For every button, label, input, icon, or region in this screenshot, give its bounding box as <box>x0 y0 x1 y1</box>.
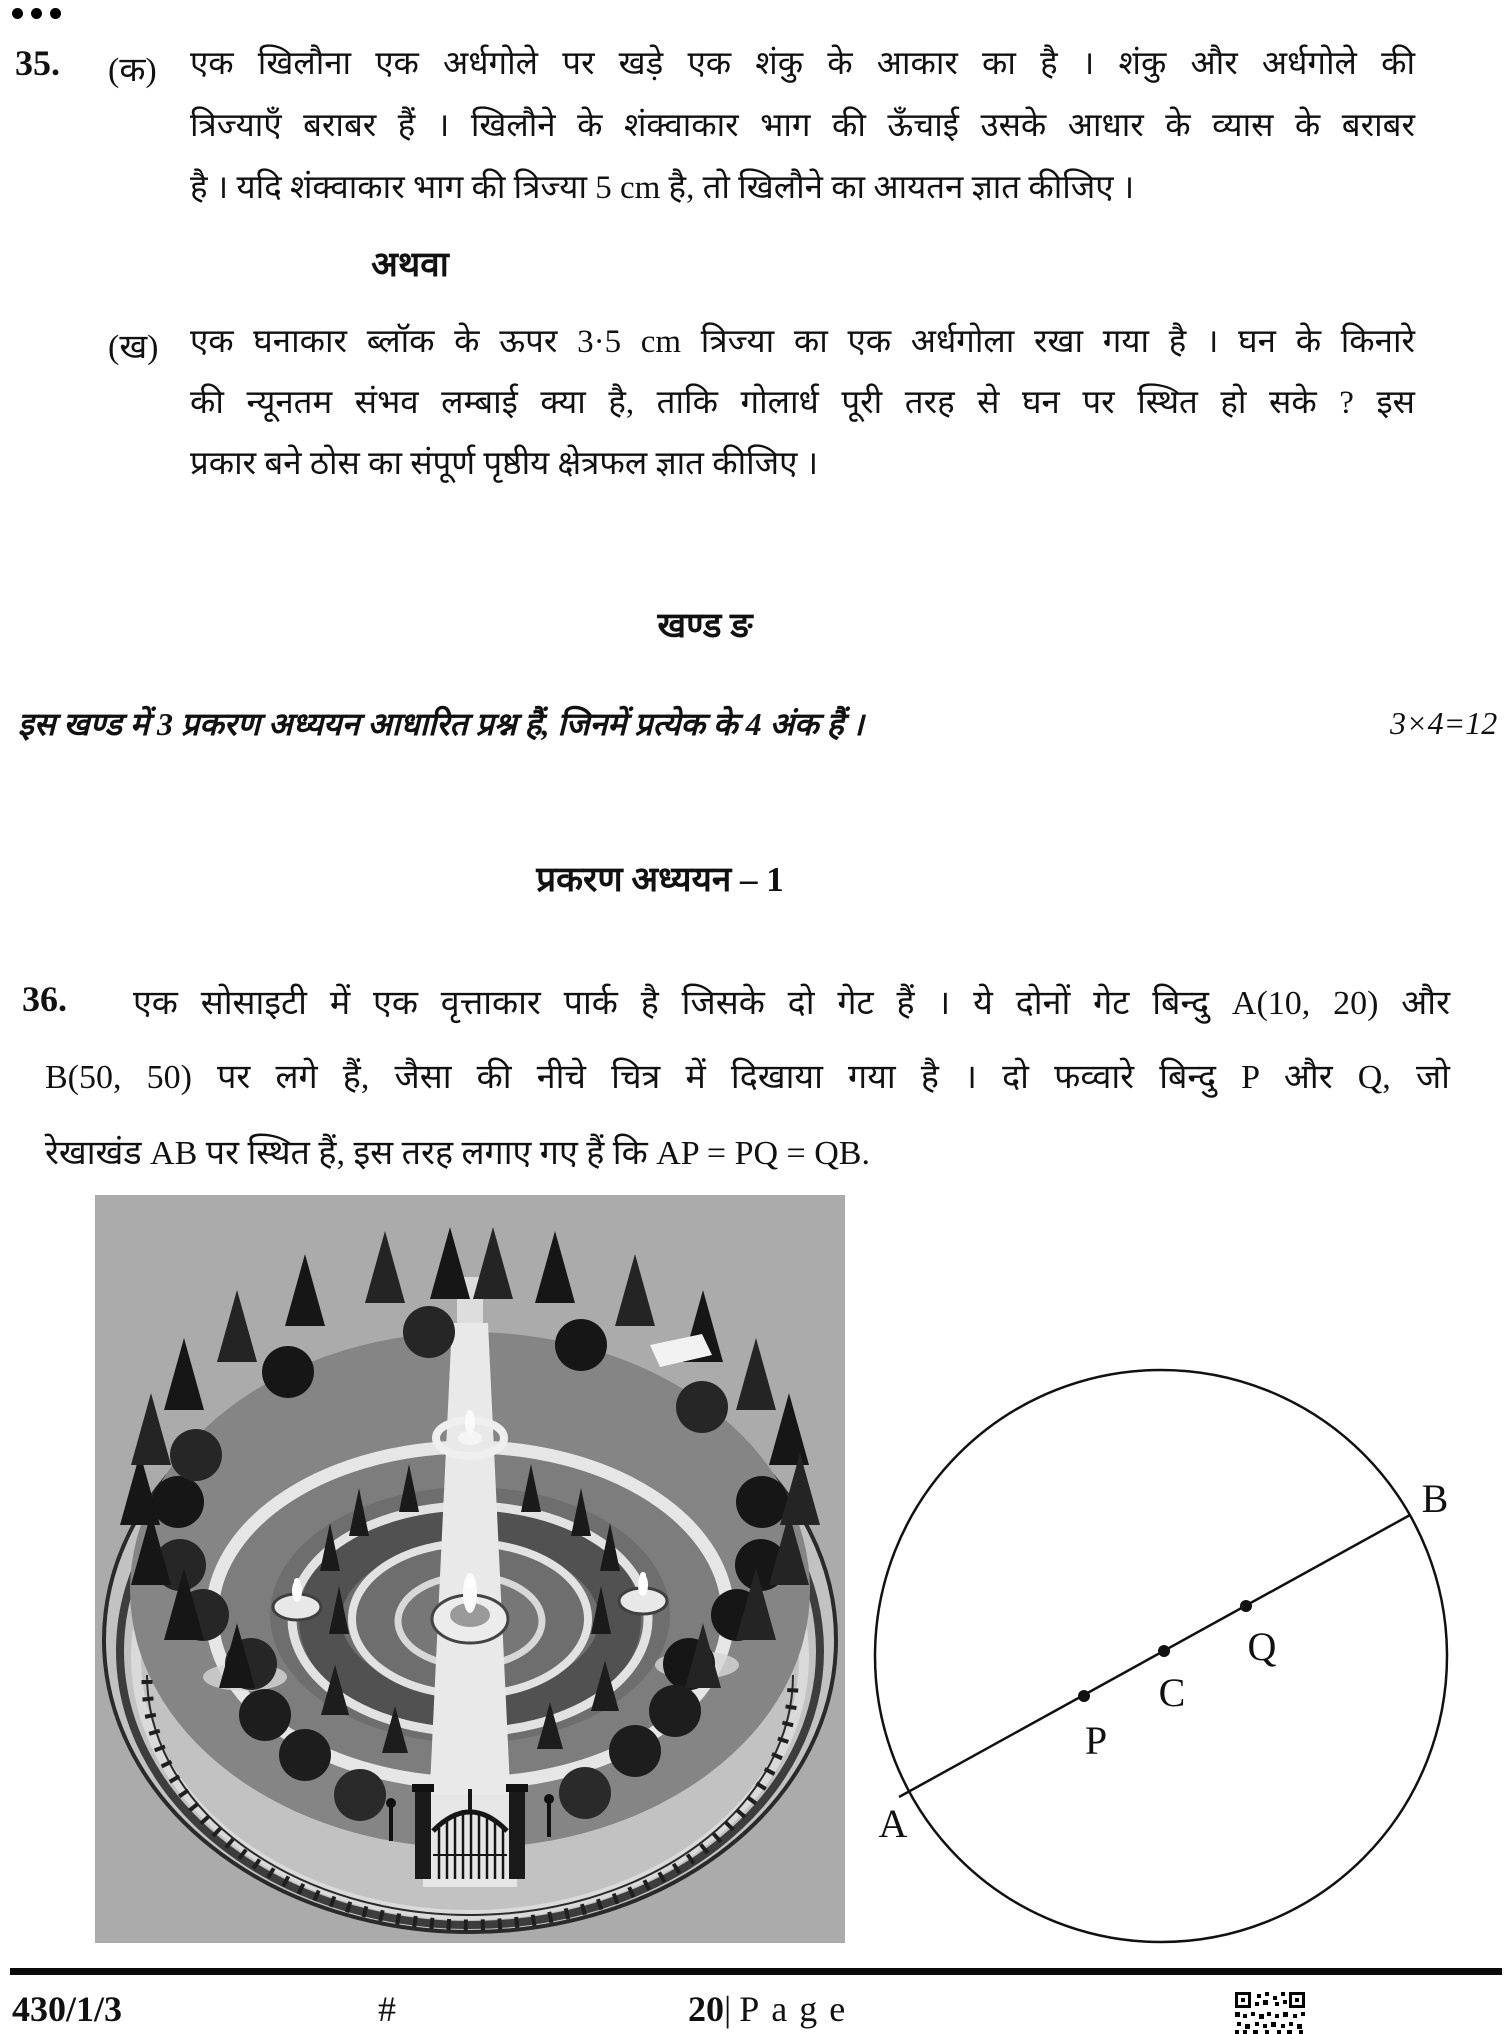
label-p: P <box>1084 1718 1108 1763</box>
section-e-marks: 3×4=12 <box>1390 705 1498 741</box>
point-q <box>1240 1600 1252 1612</box>
park-photo <box>95 1195 845 1943</box>
question-36-number: 36. <box>22 979 67 1019</box>
corner-dots <box>12 8 61 19</box>
section-e-heading: खण्ड ङ <box>657 606 753 645</box>
label-q: Q <box>1247 1624 1277 1669</box>
paper-code: 430/1/3 <box>12 1989 123 2029</box>
question-35-number: 35. <box>15 43 60 83</box>
q35a-line-1: एक खिलौना एक अर्धगोले पर खड़े एक शंकु के आकार का है । शंकु और अर्धगोले की <box>190 46 1415 82</box>
page-indicator <box>688 1988 857 2030</box>
page-separator: | <box>724 1989 732 2029</box>
qr-code <box>1233 1990 1307 2034</box>
q35b-line-2: की न्यूनतम संभव लम्बाई क्या है, ताकि गोलार्ध पूरी तरह से घन पर स्थित हो सके ? इस <box>190 385 1415 421</box>
q36-line-2: B(50, 50) पर लगे हैं, जैसा की नीचे चित्र में दिखाया गया है । दो फव्वारे बिन्दु P और Q, जो <box>45 1059 1450 1096</box>
dot-icon <box>50 8 61 19</box>
page-word: Page <box>739 1989 858 2029</box>
q35-part-b-label: (ख) <box>108 329 159 366</box>
point-c <box>1158 1645 1170 1657</box>
case-study-heading: प्रकरण अध्ययन – 1 <box>536 860 784 899</box>
or-divider: अथवा <box>371 245 449 284</box>
circle-diagram <box>860 1340 1505 1960</box>
q36-line-3: रेखाखंड AB पर स्थित हैं, इस तरह लगाए गए हैं कि AP = PQ = QB. <box>45 1135 870 1172</box>
label-b: B <box>1421 1476 1449 1521</box>
q35b-line-1: एक घनाकार ब्लॉक के ऊपर 3·5 cm त्रिज्या का एक अर्धगोला रखा गया है । घन के किनारे <box>190 324 1415 360</box>
chord-ab <box>899 1515 1410 1797</box>
point-p <box>1078 1690 1090 1702</box>
diagram-labels <box>879 1476 1449 1846</box>
page-number: 20 <box>688 1989 724 2029</box>
q35a-line-3: है । यदि शंक्वाकार भाग की त्रिज्या 5 cm है, तो खिलौने का आयतन ज्ञात कीजिए । <box>190 170 1135 206</box>
label-c: C <box>1158 1670 1186 1715</box>
dot-icon <box>31 8 42 19</box>
q35b-line-3: प्रकार बने ठोस का संपूर्ण पृष्ठीय क्षेत्रफल ज्ञात कीजिए । <box>190 446 819 482</box>
section-e-instruction: इस खण्ड में 3 प्रकरण अध्ययन आधारित प्रश्न हैं, जिनमें प्रत्येक के 4 अंक हैं । <box>18 706 864 742</box>
label-a: A <box>878 1801 908 1846</box>
footer-hash: # <box>378 1989 396 2029</box>
q35a-line-2: त्रिज्याएँ बराबर हैं । खिलौने के शंक्वाकार भाग की ऊँचाई उसके आधार के व्यास के बराबर <box>190 108 1415 144</box>
q35-part-a-label: (क) <box>108 52 157 89</box>
dot-icon <box>12 8 23 19</box>
footer-divider <box>10 1968 1502 1975</box>
park-gate <box>412 1784 528 1887</box>
q36-line-1: एक सोसाइटी में एक वृत्ताकार पार्क है जिसके दो गेट हैं । ये दोनों गेट बिन्दु A(10, 20) और <box>133 985 1450 1022</box>
